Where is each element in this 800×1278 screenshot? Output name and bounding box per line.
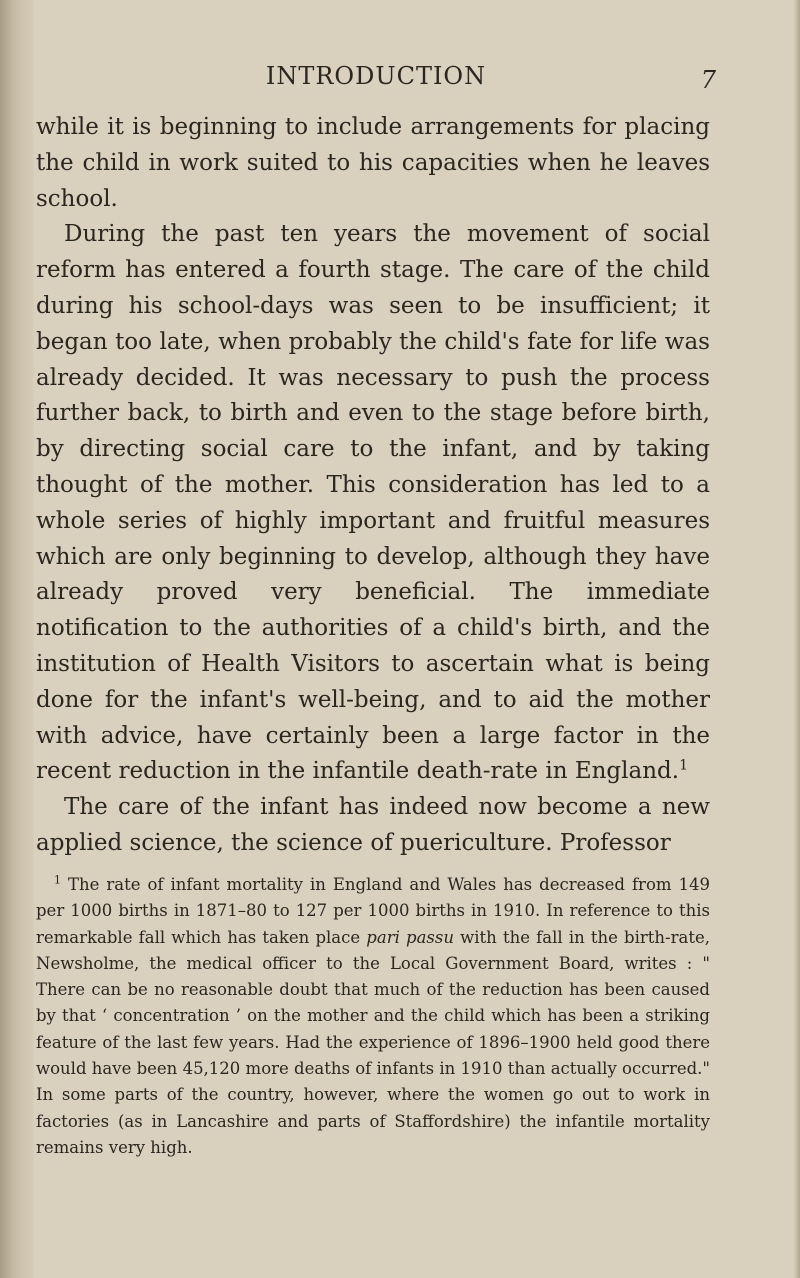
paragraph-text: The care of the infant has indeed now become a new applied science, the science of puericulture. Professor: [36, 794, 710, 856]
page-number: 7: [700, 66, 716, 94]
footnote: [36, 872, 710, 1161]
footnote-italic: pari passu: [366, 927, 454, 947]
paragraph: [36, 790, 710, 862]
page-edge: [794, 0, 800, 1278]
footnote-reference: 1: [679, 757, 688, 774]
footnote-text: with the fall in the birth-rate, Newsholme, the medical officer to the Local Government Board, writes : " There can be no reasonable doubt that much of the reduction has been caused by that ‘ concentration ’ on the mother and the child which has been a striking feature of the last few years. Had the experience of 1896–1900 held good there would have been 45,120 more deaths of infants in 1910 than actually occurred." In some parts of the country, however, where the women go out to work in factories (as in Lancashire and parts of Staffordshire) the infantile mortality remains very high.: [36, 927, 710, 1157]
footnote-text: The rate of infant mortality in England and Wales has decreased from 149 per 1000 births in 1871–80 to 127 per 1000 births in 1910. In reference to this remarkable fall which has taken place: [36, 875, 710, 947]
main-text: [36, 110, 710, 862]
book-spine-shadow: [0, 0, 34, 1278]
footnote-marker: 1: [54, 873, 61, 887]
page-header: [36, 58, 716, 98]
paragraph-continued: [36, 110, 710, 217]
paragraph-text: During the past ten years the movement of social reform has entered a fourth stage. The care of the child during his school-days was seen to be insufficient; it began too late, when probably the child's fate for life was already decided. It was necessary to push the process further back, to birth and even to the stage before birth, by directing social care to the infant, and by taking thought of the mother. This consideration has led to a whole series of highly important and fruitful measures which are only beginning to develop, although they have already proved very beneficial. The immediate notification to the authorities of a child's birth, and the institution of Health Visitors to ascertain what is being done for the infant's well-being, and to aid the mother with advice, have certainly been a large factor in the recent reduction in the infantile death-rate in England.: [36, 221, 710, 785]
footnotes: [36, 872, 710, 1161]
paragraph-text: while it is beginning to include arrangements for placing the child in work suited to his capacities when he leaves school.: [36, 114, 710, 212]
running-head: INTRODUCTION: [265, 62, 487, 90]
paragraph: [36, 217, 710, 790]
